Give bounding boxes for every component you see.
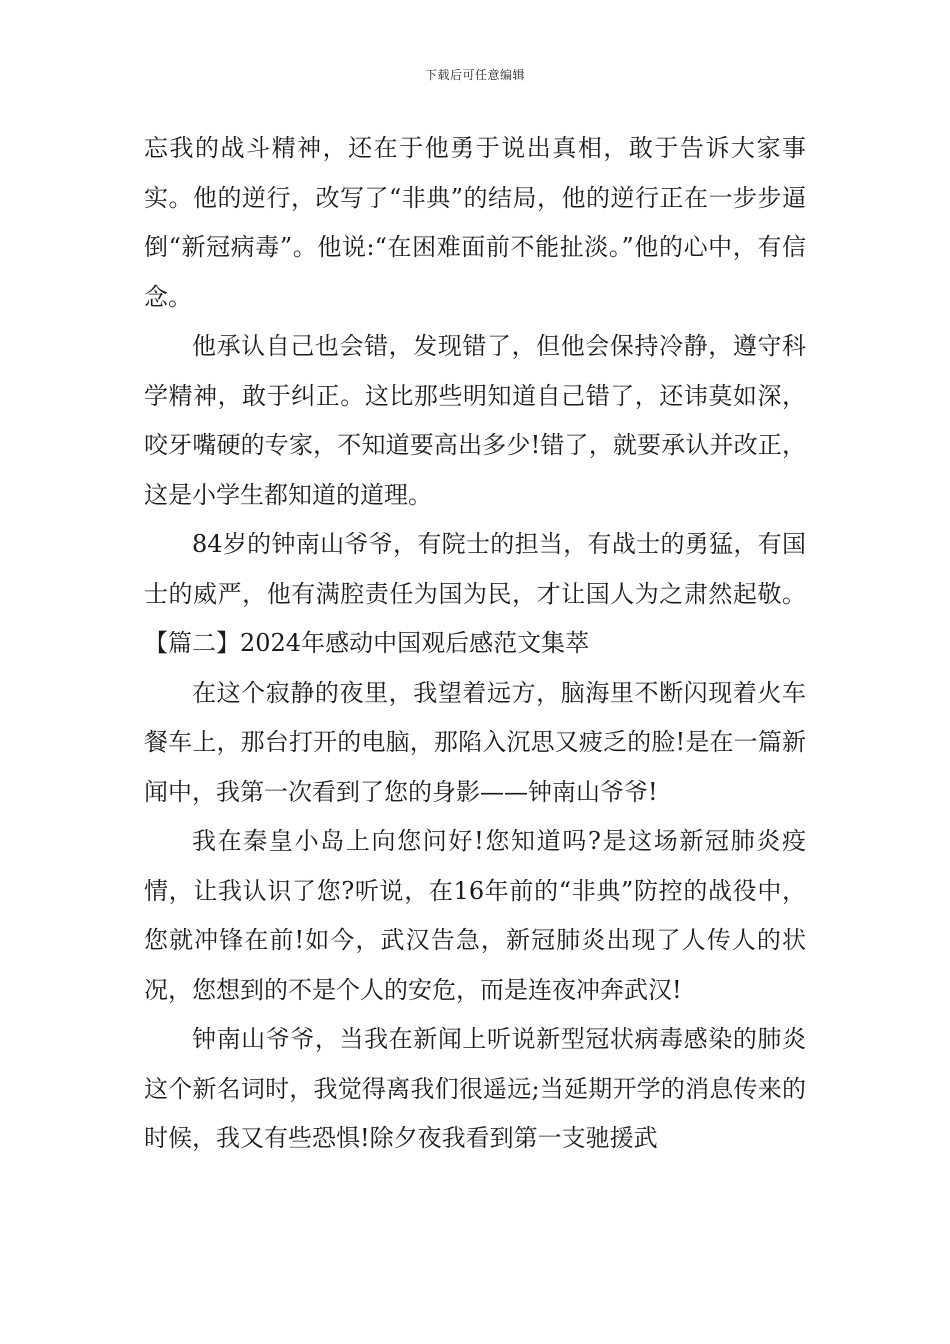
paragraph-6: 钟南山爷爷，当我在新闻上听说新型冠状病毒感染的肺炎这个新名词时，我觉得离我们很遥远;当延期开学的消息传来的时候，我又有些恐惧!除夕夜我看到第一支驰援武 [144, 1025, 806, 1152]
page-header-note: 下载后可任意编辑 [424, 68, 525, 82]
paragraph-3: 84岁的钟南山爷爷，有院士的担当，有战士的勇猛，有国士的威严，他有满腔责任为国为民，才让国人为之肃然起敬。【篇二】2024年感动中国观后感范文集萃 [144, 530, 806, 657]
document-body [144, 124, 806, 1164]
paragraph-5: 我在秦皇小岛上向您问好!您知道吗?是这场新冠肺炎疫情，让我认识了您?听说，在16年前的“非典”防控的战役中，您就冲锋在前!如今，武汉告急，新冠肺炎出现了人传人的状况，您想到的不是个人的安危，而是连夜冲奔武汉! [144, 827, 806, 1004]
paragraph-2: 他承认自己也会错，发现错了，但他会保持冷静，遵守科学精神，敢于纠正。这比那些明知道自己错了，还讳莫如深，咬牙嘴硬的专家，不知道要高出多少!错了，就要承认并改正，这是小学生都知道的道理。 [144, 332, 806, 509]
paragraph-4: 在这个寂静的夜里，我望着远方，脑海里不断闪现着火车餐车上，那台打开的电脑，那陷入沉思又疲乏的脸!是在一篇新闻中，我第一次看到了您的身影——钟南山爷爷! [144, 678, 806, 806]
paragraph-1: 忘我的战斗精神，还在于他勇于说出真相，敢于告诉大家事实。他的逆行，改写了“非典”的结局，他的逆行正在一步步逼倒“新冠病毒”。他说:“在困难面前不能扯淡。”他的心中，有信念。 [144, 134, 806, 311]
